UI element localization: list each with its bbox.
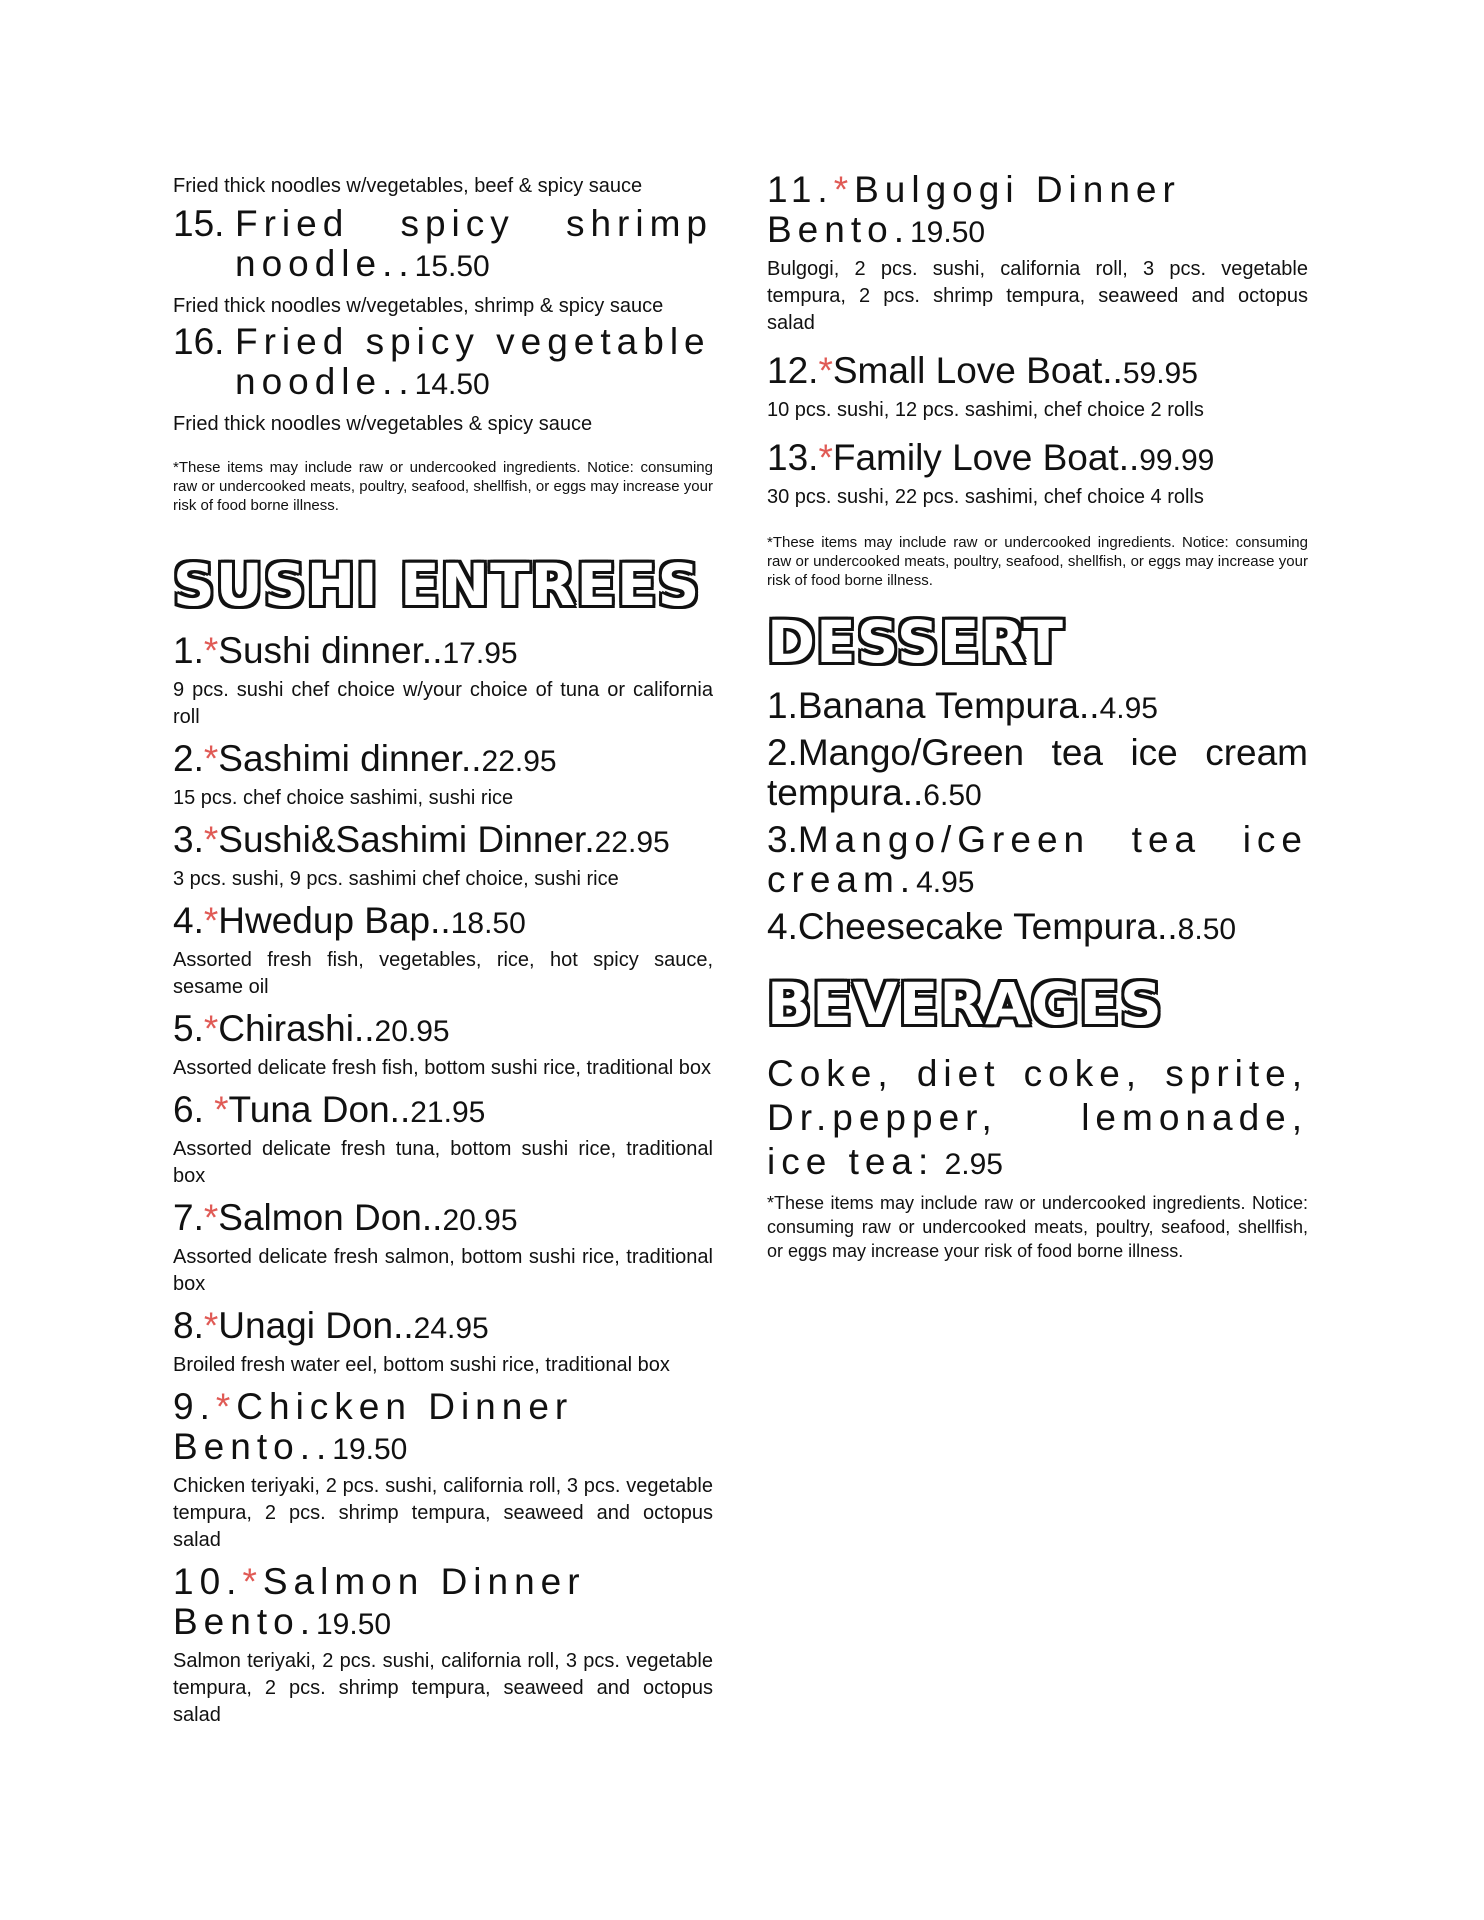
item-star: * xyxy=(242,1561,263,1602)
item-number: 1. xyxy=(173,630,204,671)
menu-item xyxy=(767,438,1308,511)
item-name: Sushi dinner.. xyxy=(218,630,443,671)
menu-item xyxy=(173,1562,713,1729)
item-number: 15. xyxy=(173,203,225,244)
item-name: Tuna Don.. xyxy=(228,1089,411,1130)
right-column xyxy=(767,170,1308,1263)
item-name: Bulgogi Dinner Bento. xyxy=(767,169,1181,250)
item-description: 10 pcs. sushi, 12 pcs. sashimi, chef choice 2 rolls xyxy=(767,399,1204,421)
item-price: 21.95 xyxy=(410,1096,486,1129)
item-name: Banana Tempura.. xyxy=(797,685,1100,726)
menu-item-15 xyxy=(173,204,713,320)
item-star: * xyxy=(203,738,219,779)
item-price: 8.50 xyxy=(1177,913,1237,946)
item-description: 15 pcs. chef choice sashimi, sushi rice xyxy=(173,787,514,809)
item-name: Sashimi dinner.. xyxy=(218,738,482,779)
item-star: * xyxy=(203,1197,219,1238)
section-title-beverages: BEVERAGES xyxy=(767,970,1163,1038)
item-number: 11. xyxy=(767,169,834,210)
item-number: 3. xyxy=(767,819,798,860)
item-number: 8. xyxy=(173,1305,204,1346)
menu-item xyxy=(173,1198,713,1298)
item-description: 3 pcs. sushi, 9 pcs. sashimi chef choice, sushi rice xyxy=(173,868,619,890)
item-description: Broiled fresh water eel, bottom sushi rice, traditional box xyxy=(173,1354,670,1376)
item-name: Chirashi.. xyxy=(218,1008,375,1049)
item-name: Unagi Don.. xyxy=(218,1305,414,1346)
item-description: Salmon teriyaki, 2 pcs. sushi, california roll, 3 pcs. vegetable tempura, 2 pcs. shrimp tempura, seaweed and octopus salad xyxy=(173,1650,713,1726)
item-name: Mango/Green tea ice cream tempura.. xyxy=(767,732,1308,813)
beverages-list: Coke, diet coke, sprite, Dr.pepper, lemonade, ice tea: xyxy=(767,1053,1308,1182)
sushi-entrees-list-continued xyxy=(767,170,1308,511)
item-price: 18.50 xyxy=(450,907,526,940)
menu-item xyxy=(173,631,713,731)
item-price: 22.95 xyxy=(481,745,557,778)
item-description: Fried thick noodles w/vegetables & spicy sauce xyxy=(173,413,593,435)
item-price: 4.95 xyxy=(916,866,975,899)
item-description: Assorted fresh fish, vegetables, rice, hot spicy sauce, sesame oil xyxy=(173,949,713,998)
menu-item xyxy=(173,1306,713,1379)
beverages-price: 2.95 xyxy=(944,1148,1003,1181)
item-star: * xyxy=(833,169,855,210)
item-star: * xyxy=(203,630,219,671)
item-number: 10. xyxy=(173,1561,243,1602)
health-notice: *These items may include raw or undercooked ingredients. Notice: consuming raw or undercooked meats, poultry, seafood, shellfish, or eggs may increase your risk of food borne illness. xyxy=(767,534,1308,589)
item-name: Family Love Boat.. xyxy=(832,437,1140,478)
menu-item xyxy=(173,1387,713,1554)
item-number: 5. xyxy=(173,1008,204,1049)
dessert-item xyxy=(767,686,1308,729)
item-name: Sushi&Sashimi Dinner. xyxy=(218,819,595,860)
item-description: 9 pcs. sushi chef choice w/your choice of tuna or california roll xyxy=(173,679,713,728)
item-price: 14.50 xyxy=(414,368,490,401)
item-name: Fried spicy vegetable noodle.. xyxy=(235,321,711,402)
sushi-entrees-list xyxy=(173,631,713,1729)
item-price: 19.50 xyxy=(909,216,986,249)
item-name: Hwedup Bap.. xyxy=(218,900,451,941)
menu-item xyxy=(173,739,713,812)
item-price: 22.95 xyxy=(594,826,670,859)
item-description: Assorted delicate fresh salmon, bottom sushi rice, traditional box xyxy=(173,1246,713,1295)
health-notice: *These items may include raw or undercooked ingredients. Notice: consuming raw or undercooked meats, poultry, seafood, shellfish, or eggs may increase your risk of food borne illness. xyxy=(173,459,713,514)
item-number: 6. xyxy=(173,1089,215,1130)
item-star: * xyxy=(818,437,833,478)
menu-item xyxy=(173,820,713,893)
item-number: 2. xyxy=(767,732,798,773)
item-number: 9. xyxy=(173,1386,216,1427)
item-name: Cheesecake Tempura.. xyxy=(797,906,1178,947)
menu-item xyxy=(173,1090,713,1190)
menu-item xyxy=(173,901,713,1001)
item-name: Chicken Dinner Bento.. xyxy=(173,1386,574,1467)
menu-item xyxy=(173,1009,713,1082)
section-title-sushi-entrees: SUSHI ENTREES xyxy=(173,551,701,619)
item-star: * xyxy=(214,1089,229,1130)
item-star: * xyxy=(215,1386,237,1427)
item-number: 4. xyxy=(173,900,204,941)
item-description: 30 pcs. sushi, 22 pcs. sashimi, chef choice 4 rolls xyxy=(767,486,1204,508)
item-star: * xyxy=(818,350,833,391)
item-description: Assorted delicate fresh fish, bottom sushi rice, traditional box xyxy=(173,1057,712,1079)
item-number: 12. xyxy=(767,350,819,391)
section-title-dessert: DESSERT xyxy=(767,608,1064,676)
item-price: 99.99 xyxy=(1139,444,1215,477)
item-14-description: Fried thick noodles w/vegetables, beef & spicy sauce xyxy=(173,175,643,197)
item-star: * xyxy=(203,1305,219,1346)
item-number: 13. xyxy=(767,437,819,478)
item-name: Salmon Don.. xyxy=(218,1197,443,1238)
item-price: 20.95 xyxy=(442,1204,518,1237)
item-price: 20.95 xyxy=(374,1015,450,1048)
dessert-item xyxy=(767,907,1308,950)
item-price: 19.50 xyxy=(332,1433,408,1466)
item-name: Fried spicy shrimp noodle.. xyxy=(235,203,713,284)
item-description: Chicken teriyaki, 2 pcs. sushi, california roll, 3 pcs. vegetable tempura, 2 pcs. shrimp tempura, seaweed and octopus salad xyxy=(173,1475,713,1551)
dessert-item xyxy=(767,733,1308,816)
beverages-item xyxy=(767,1052,1308,1263)
item-star: * xyxy=(203,900,219,941)
item-name: Small Love Boat.. xyxy=(832,350,1123,391)
item-number: 1. xyxy=(767,685,798,726)
item-description: Fried thick noodles w/vegetables, shrimp & spicy sauce xyxy=(173,295,664,317)
menu-item xyxy=(767,351,1308,424)
menu-item xyxy=(767,170,1308,337)
item-price: 17.95 xyxy=(442,637,518,670)
left-column xyxy=(173,170,713,1729)
item-price: 6.50 xyxy=(923,779,982,812)
dessert-list xyxy=(767,686,1308,950)
item-number: 7. xyxy=(173,1197,204,1238)
item-star: * xyxy=(203,819,219,860)
item-price: 19.50 xyxy=(315,1608,392,1641)
item-price: 59.95 xyxy=(1122,357,1198,390)
item-number: 4. xyxy=(767,906,798,947)
item-number: 3. xyxy=(173,819,204,860)
health-notice: *These items may include raw or undercooked ingredients. Notice: consuming raw or undercooked meats, poultry, seafood, shellfish, or eggs may increase your risk of food borne illness. xyxy=(767,1193,1308,1261)
item-star: * xyxy=(203,1008,219,1049)
item-price: 15.50 xyxy=(414,250,490,283)
item-price: 4.95 xyxy=(1099,692,1158,725)
item-name: Mango/Green tea ice cream. xyxy=(767,819,1308,900)
item-number: 16. xyxy=(173,321,225,362)
item-price: 24.95 xyxy=(413,1312,489,1345)
dessert-item xyxy=(767,820,1308,903)
menu-item-16 xyxy=(173,322,713,438)
item-name: Salmon Dinner Bento. xyxy=(173,1561,586,1642)
item-number: 2. xyxy=(173,738,204,779)
item-description: Bulgogi, 2 pcs. sushi, california roll, 3 pcs. vegetable tempura, 2 pcs. shrimp tempura, seaweed and octopus salad xyxy=(767,258,1308,334)
item-description: Assorted delicate fresh tuna, bottom sushi rice, traditional box xyxy=(173,1138,713,1187)
